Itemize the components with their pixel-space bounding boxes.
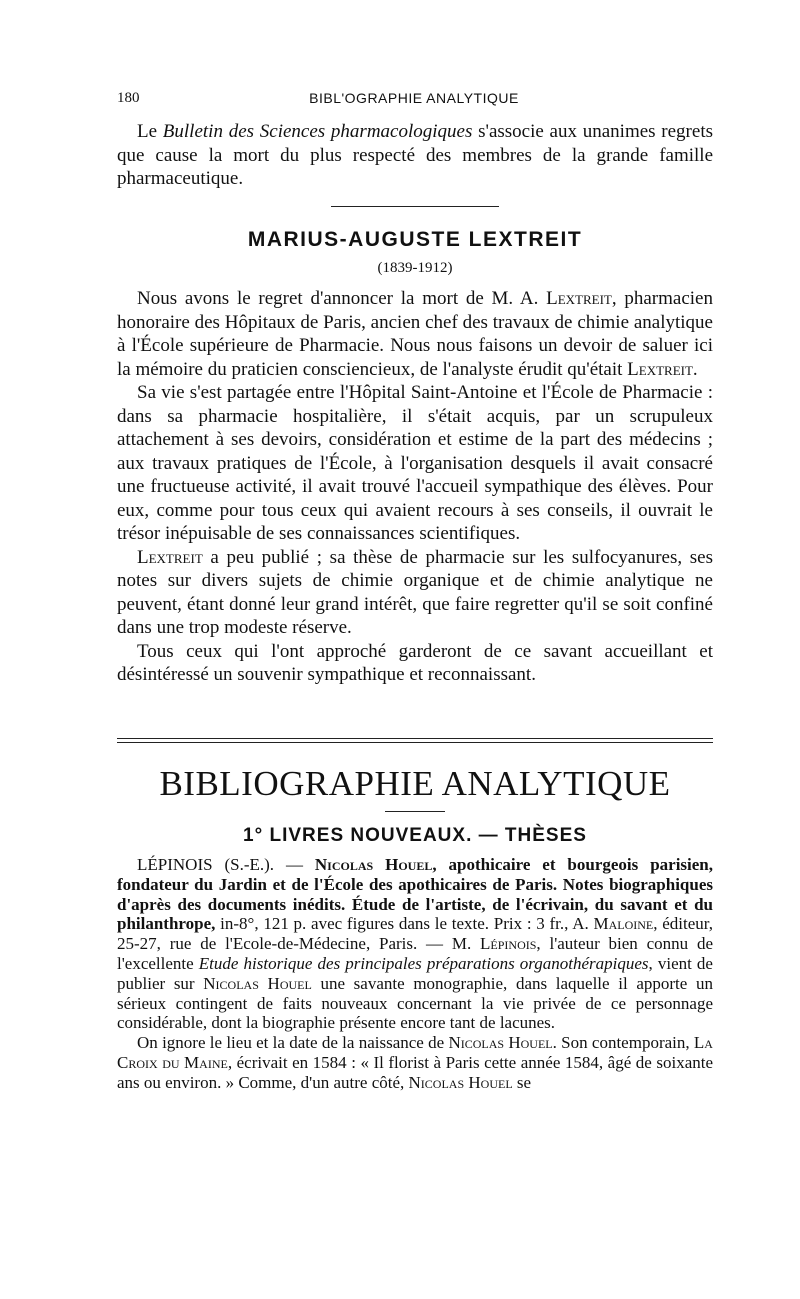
bibliography-body <box>117 855 713 1093</box>
obituary-dates: (1839-1912) <box>377 260 453 276</box>
running-title: BIBL'OGRAPHIE ANALYTIQUE <box>309 90 519 106</box>
double-rule <box>117 738 713 746</box>
section-title: BIBLIOGRAPHIE ANALYTIQUE <box>159 764 671 803</box>
separator-rule <box>331 206 499 207</box>
section-subtitle: 1° LIVRES NOUVEAUX. — THÈSES <box>243 825 587 846</box>
page-number: 180 <box>117 90 140 106</box>
obituary-title: MARIUS-AUGUSTE LEXTREIT <box>247 228 583 251</box>
obituary-paragraph-2: Sa vie s'est partagée entre l'Hôpital Saint-Antoine et l'École de Pharmacie : dans sa pharmacie hospitalière, il s'était acquis, par un scrupuleux attachement à ses devoirs, considération et estime de la part des médecins ; aux travaux pratiques de l'École, à l'organisation desquels il avait consacré une fructueuse activité, il avait trouvé l'accueil sympathique des élèves. Pour eux, comme pour tous ceux qui avaient recours à ses conseils, il ouvrait le trésor inépuisable de ses connaissances scientifiques. <box>117 382 713 544</box>
obituary-paragraph-4: Tous ceux qui l'ont approché garderont de ce savant accueillant et désintéressé un souvenir sympathique et reconnaissant. <box>117 640 713 685</box>
bibliography-paragraph-2: On ignore le lieu et la date de la naissance de Nicolas Houel. Son contemporain, La Croix du Maine, écrivait en 1584 : « Il florist à Paris cette année 1584, âgé de soixante ans ou environ. » Comme, d'un autre côté, Nicolas Houel se <box>117 1033 714 1092</box>
obituary-paragraph-1: Nous avons le regret d'annoncer la mort de M. A. Lextreit, pharmacien honoraire des Hôpitaux de Paris, ancien chef des travaux de chimie analytique à l'École supérieure de Pharmacie. Nous nous faisons un devoir de saluer ici la mémoire du praticien consciencieux, de l'analyste érudit qu'était Lextreit. <box>117 288 713 380</box>
running-header <box>117 90 711 112</box>
journal-title: Bulletin des Sciences pharmacologiques <box>162 121 473 142</box>
section-rule <box>385 811 445 812</box>
intro-paragraph: Le Bulletin des Sciences pharmacologiques s'associe aux unanimes regrets que cause la mort du plus respecté des membres de la grande famille pharmaceutique. <box>117 121 713 189</box>
obituary-body <box>117 287 713 687</box>
bibliography-entry: LÉPINOIS (S.-E.). — Nicolas Houel, apothicaire et bourgeois parisien, fondateur du Jardin et de l'École des apothicaires de Paris. Notes biographiques d'après des documents inédits. Étude de l'artiste, de l'écrivain, du savant et du philanthrope, in-8°, 121 p. avec figures dans le texte. Prix : 3 fr., A. Maloine, éditeur, 25-27, rue de l'Ecole-de-Médecine, Paris. — M. Lépinois, l'auteur bien connu de l'excellente Etude historique des principales préparations organothérapiques, vient de publier sur Nicolas Houel une savante monographie, dans laquelle il apporte un sérieux contingent de faits nouveaux concernant la vie privée de ce personnage considérable, dont la biographie présente encore tant de lacunes. <box>117 855 714 1033</box>
intro-paragraph-block <box>117 120 713 191</box>
obituary-paragraph-3: Lextreit a peu publié ; sa thèse de pharmacie sur les sulfocyanures, ses notes sur divers sujets de chimie organique et de chimie analytique ne peuvent, étant donné leur grand intérêt, que faire regretter qu'il se soit confiné dans une trop modeste réserve. <box>117 546 713 638</box>
